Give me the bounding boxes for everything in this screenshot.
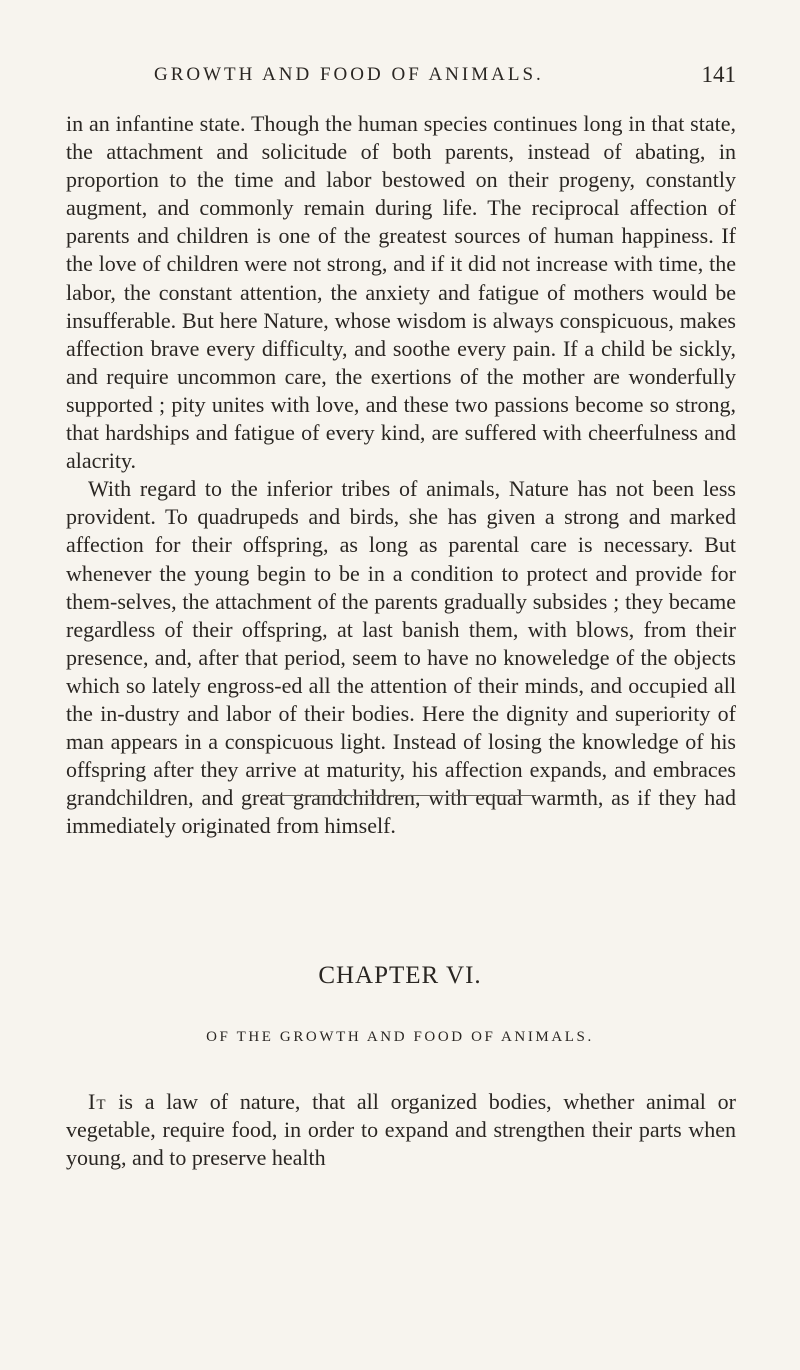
- running-head: [66, 62, 736, 92]
- body-text: [66, 110, 736, 840]
- paragraph: in an infantine state. Though the human species continues long in that state, the attachment and solicitude of both parents, instead of abating, in proportion to the time and labor bestowed on their progeny, constantly augment, and commonly remain during life. The reciprocal affection of parents and children is one of the greatest sources of human happiness. If the love of children were not strong, and if it did not increase with time, the labor, the constant attention, the anxiety and fatigue of mothers would be insufferable. But here Nature, whose wisdom is always conspicuous, makes affection brave every difficulty, and soothe every pain. If a child be sickly, and require uncommon care, the exertions of the mother are wonderfully supported ; pity unites with love, and these two passions become so strong, that hardships and fatigue of every kind, are suffered with cheerfulness and alacrity.: [66, 111, 736, 474]
- page-number: 141: [701, 62, 736, 87]
- chapter-opening: [66, 1088, 736, 1172]
- running-title: GROWTH AND FOOD OF ANIMALS.: [154, 64, 544, 85]
- opening-text: is a law of nature, that all organized bodies, whether animal or vegetable, require food, in order to expand and strengthen their parts when young, and to preserve health: [66, 1089, 736, 1171]
- paragraph: With regard to the inferior tribes of animals, Nature has not been less provident. To quadrupeds and birds, she has given a strong and marked affection for their offspring, as long as parental care is necessary. But whenever the young begin to be in a condition to protect and provide for them-selves, the attachment of the parents gradually subsides ; they became regardless of their offspring, at last banish them, with blows, from their presence, and, after that period, seem to have no knoweledge of the objects which so lately engross-ed all the attention of their minds, and occupied all the in-dustry and labor of their bodies. Here the dignity and superiority of man appears in a conspicuous light. Instead of losing the knowledge of his offspring after they arrive at maturity, his affection expands, and embraces grandchildren, and great grandchildren, with equal warmth, as if they had immediately originated from himself.: [66, 476, 736, 839]
- chapter-subtitle: OF THE GROWTH AND FOOD OF ANIMALS.: [206, 1029, 594, 1045]
- paragraph: [66, 1088, 736, 1172]
- opening-word: It: [88, 1089, 107, 1114]
- section-divider: [268, 795, 536, 796]
- chapter-title: CHAPTER VI.: [318, 962, 482, 989]
